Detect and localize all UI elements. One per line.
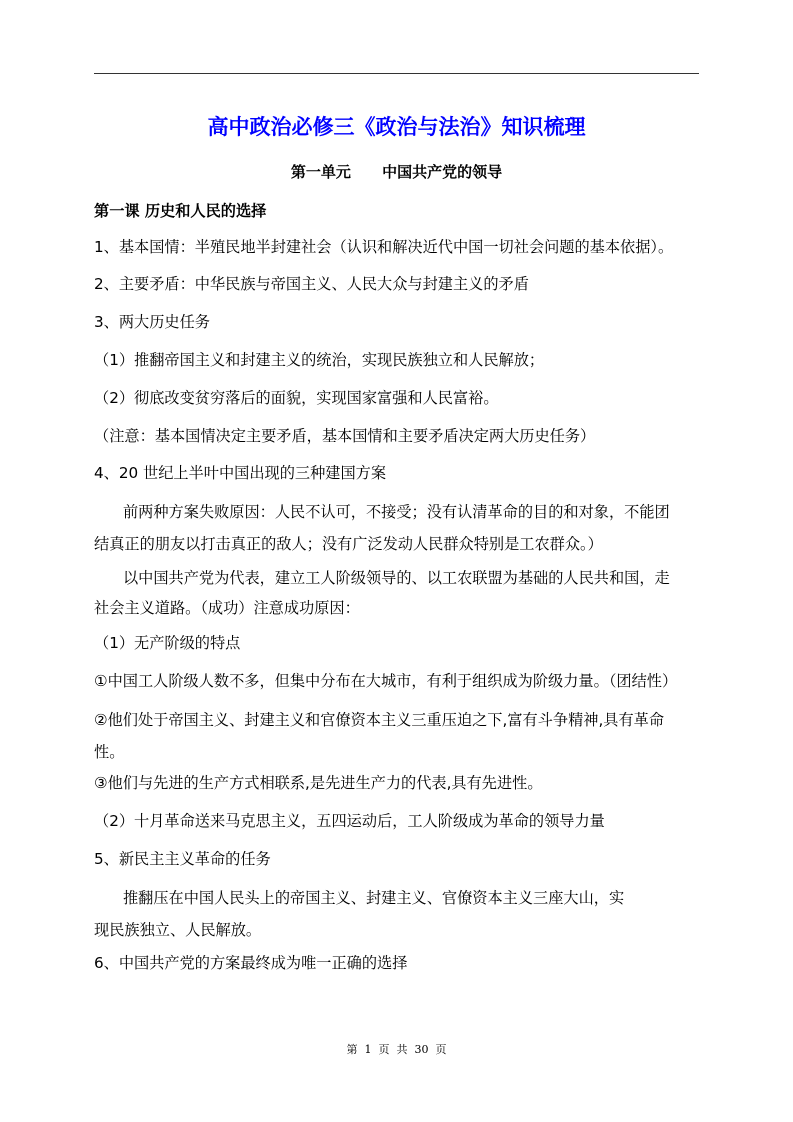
text-line: 1、基本国情：半殖民地半封建社会（认识和解决近代中国一切社会问题的基本依据）。 — [94, 238, 674, 256]
text-line: （1）推翻帝国主义和封建主义的统治，实现民族独立和人民解放； — [94, 351, 545, 369]
paragraph-3 — [94, 704, 699, 768]
text-line: 2、主要矛盾：中华民族与帝国主义、人民大众与封建主义的矛盾 — [94, 275, 529, 293]
paragraph-line: 性。 — [94, 743, 125, 761]
text-line: ③他们与先进的生产方式相联系,是先进生产力的代表,具有先进性。 — [94, 774, 543, 792]
lesson-title: 第一课 历史和人民的选择 — [94, 202, 267, 220]
paragraph-4 — [94, 882, 699, 946]
text-line: 3、两大历史任务 — [94, 313, 210, 331]
page-footer: 第 1 页 共 30 页 — [346, 1043, 447, 1056]
paragraph-line: 现民族独立、人民解放。 — [94, 921, 262, 939]
paragraph-line: 以中国共产党为代表，建立工人阶级领导的、以工农联盟为基础的人民共和国，走 — [94, 569, 670, 587]
text-line: 5、新民主主义革命的任务 — [94, 850, 271, 868]
header-rule — [94, 73, 699, 74]
document-title: 高中政治必修三《政治与法治》知识梳理 — [207, 115, 586, 139]
paragraph-line: 结真正的朋友以打击真正的敌人；没有广泛发动人民群众特别是工农群众。） — [94, 535, 603, 553]
text-line: 6、中国共产党的方案最终成为唯一正确的选择 — [94, 954, 408, 972]
text-line: （2）彻底改变贫穷落后的面貌，实现国家富强和人民富裕。 — [94, 389, 499, 407]
unit-title: 第一单元 中国共产党的领导 — [290, 163, 503, 181]
text-line: （注意：基本国情决定主要矛盾，基本国情和主要矛盾决定两大历史任务） — [94, 427, 596, 445]
paragraph-line: 推翻压在中国人民头上的帝国主义、封建主义、官僚资本主义三座大山，实 — [94, 889, 625, 907]
text-line: 4、20 世纪上半叶中国出现的三种建国方案 — [94, 464, 387, 482]
paragraph-line: 前两种方案失败原因：人民不认可，不接受；没有认清革命的目的和对象，不能团 — [94, 503, 670, 521]
paragraph-line: ②他们处于帝国主义、封建主义和官僚资本主义三重压迫之下,富有斗争精神,具有革命 — [94, 711, 665, 729]
paragraph-line: 社会主义道路。（成功）注意成功原因： — [94, 599, 360, 617]
text-line: ①中国工人阶级人数不多，但集中分布在大城市，有利于组织成为阶级力量。（团结性） — [94, 672, 678, 690]
text-line: （1）无产阶级的特点 — [94, 634, 241, 652]
paragraph-1 — [94, 496, 699, 560]
text-line: （2）十月革命送来马克思主义，五四运动后，工人阶级成为革命的领导力量 — [94, 812, 605, 830]
